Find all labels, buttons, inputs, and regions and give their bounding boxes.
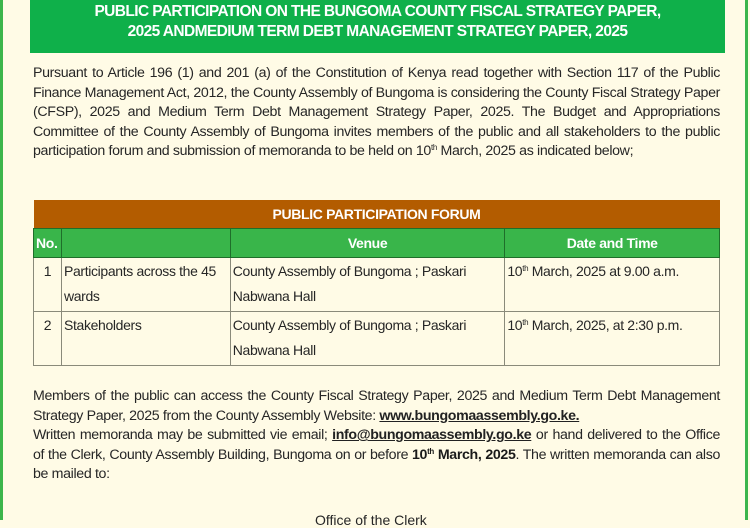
row-number: 1 — [34, 258, 62, 312]
intro-text-end: March, 2025 as indicated below; — [436, 143, 634, 160]
row-venue: County Assembly of Bungoma ; Paskari Nabwana Hall — [230, 312, 505, 366]
intro-paragraph — [33, 64, 720, 162]
row-number: 2 — [34, 312, 62, 366]
forum-table — [33, 200, 720, 366]
title-line-1: PUBLIC PARTICIPATION ON THE BUNGOMA COUNTY FISCAL STRATEGY PAPER, — [94, 3, 661, 20]
left-border — [0, 0, 3, 520]
table-title: PUBLIC PARTICIPATION FORUM — [34, 200, 720, 229]
row-date: 10th March, 2025, at 2:30 p.m. — [505, 312, 720, 366]
row-venue: County Assembly of Bungoma ; Paskari Nabwana Hall — [230, 258, 505, 312]
row-participants: Stakeholders — [61, 312, 230, 366]
table-row — [34, 312, 720, 366]
email-link[interactable]: info@bungomaassembly.go.ke — [332, 427, 532, 444]
row-participants: Participants across the 45 wards — [61, 258, 230, 312]
col-header-venue: Venue — [230, 229, 505, 258]
ordinal-suffix: th — [430, 143, 437, 153]
title-line-2: 2025 ANDMEDIUM TERM DEBT MANAGEMENT STRATEGY PAPER, 2025 — [127, 23, 628, 40]
memoranda-paragraph: Written memoranda may be submitted vie email; info@bungomaassembly.go.ke or hand delivered to the Office of the Clerk, County Assembly Building, Bungoma on or before 10th March, 2025. The written memoranda can also be mailed to: — [33, 427, 720, 483]
website-link[interactable]: www.bungomaassembly.go.ke. — [379, 407, 580, 424]
access-and-memoranda — [33, 387, 720, 485]
col-header-date: Date and Time — [505, 229, 720, 258]
right-border — [745, 0, 748, 520]
row-date: 10th March, 2025 at 9.00 a.m. — [505, 258, 720, 312]
notice-title — [30, 2, 725, 48]
deadline: 10th March, 2025 — [412, 446, 516, 463]
col-header-no: No. — [34, 229, 62, 258]
access-paragraph: Members of the public can access the County Fiscal Strategy Paper, 2025 and Medium Term Debt Management Strategy Paper, 2025 from the County Assembly Website: www.bungomaassembly.go.ke. — [33, 388, 720, 424]
table-row — [34, 258, 720, 312]
mailing-address-line: Office of the Clerk — [315, 512, 427, 528]
col-header-participants — [61, 229, 230, 258]
intro-text: Pursuant to Article 196 (1) and 201 (a) of the Constitution of Kenya read together with Section 117 of the Public Finance Management Act, 2012, the County Assembly of Bungoma is considering the County Fiscal Strategy Paper (CFSP), 2025 and Medium Term Debt Management Strategy Paper, 2025. The Budget and Appropriations Committee of the County Assembly of Bungoma invites members of the public and all stakeholders to the public participation forum and submission of memoranda to be held on 10 — [33, 65, 720, 160]
